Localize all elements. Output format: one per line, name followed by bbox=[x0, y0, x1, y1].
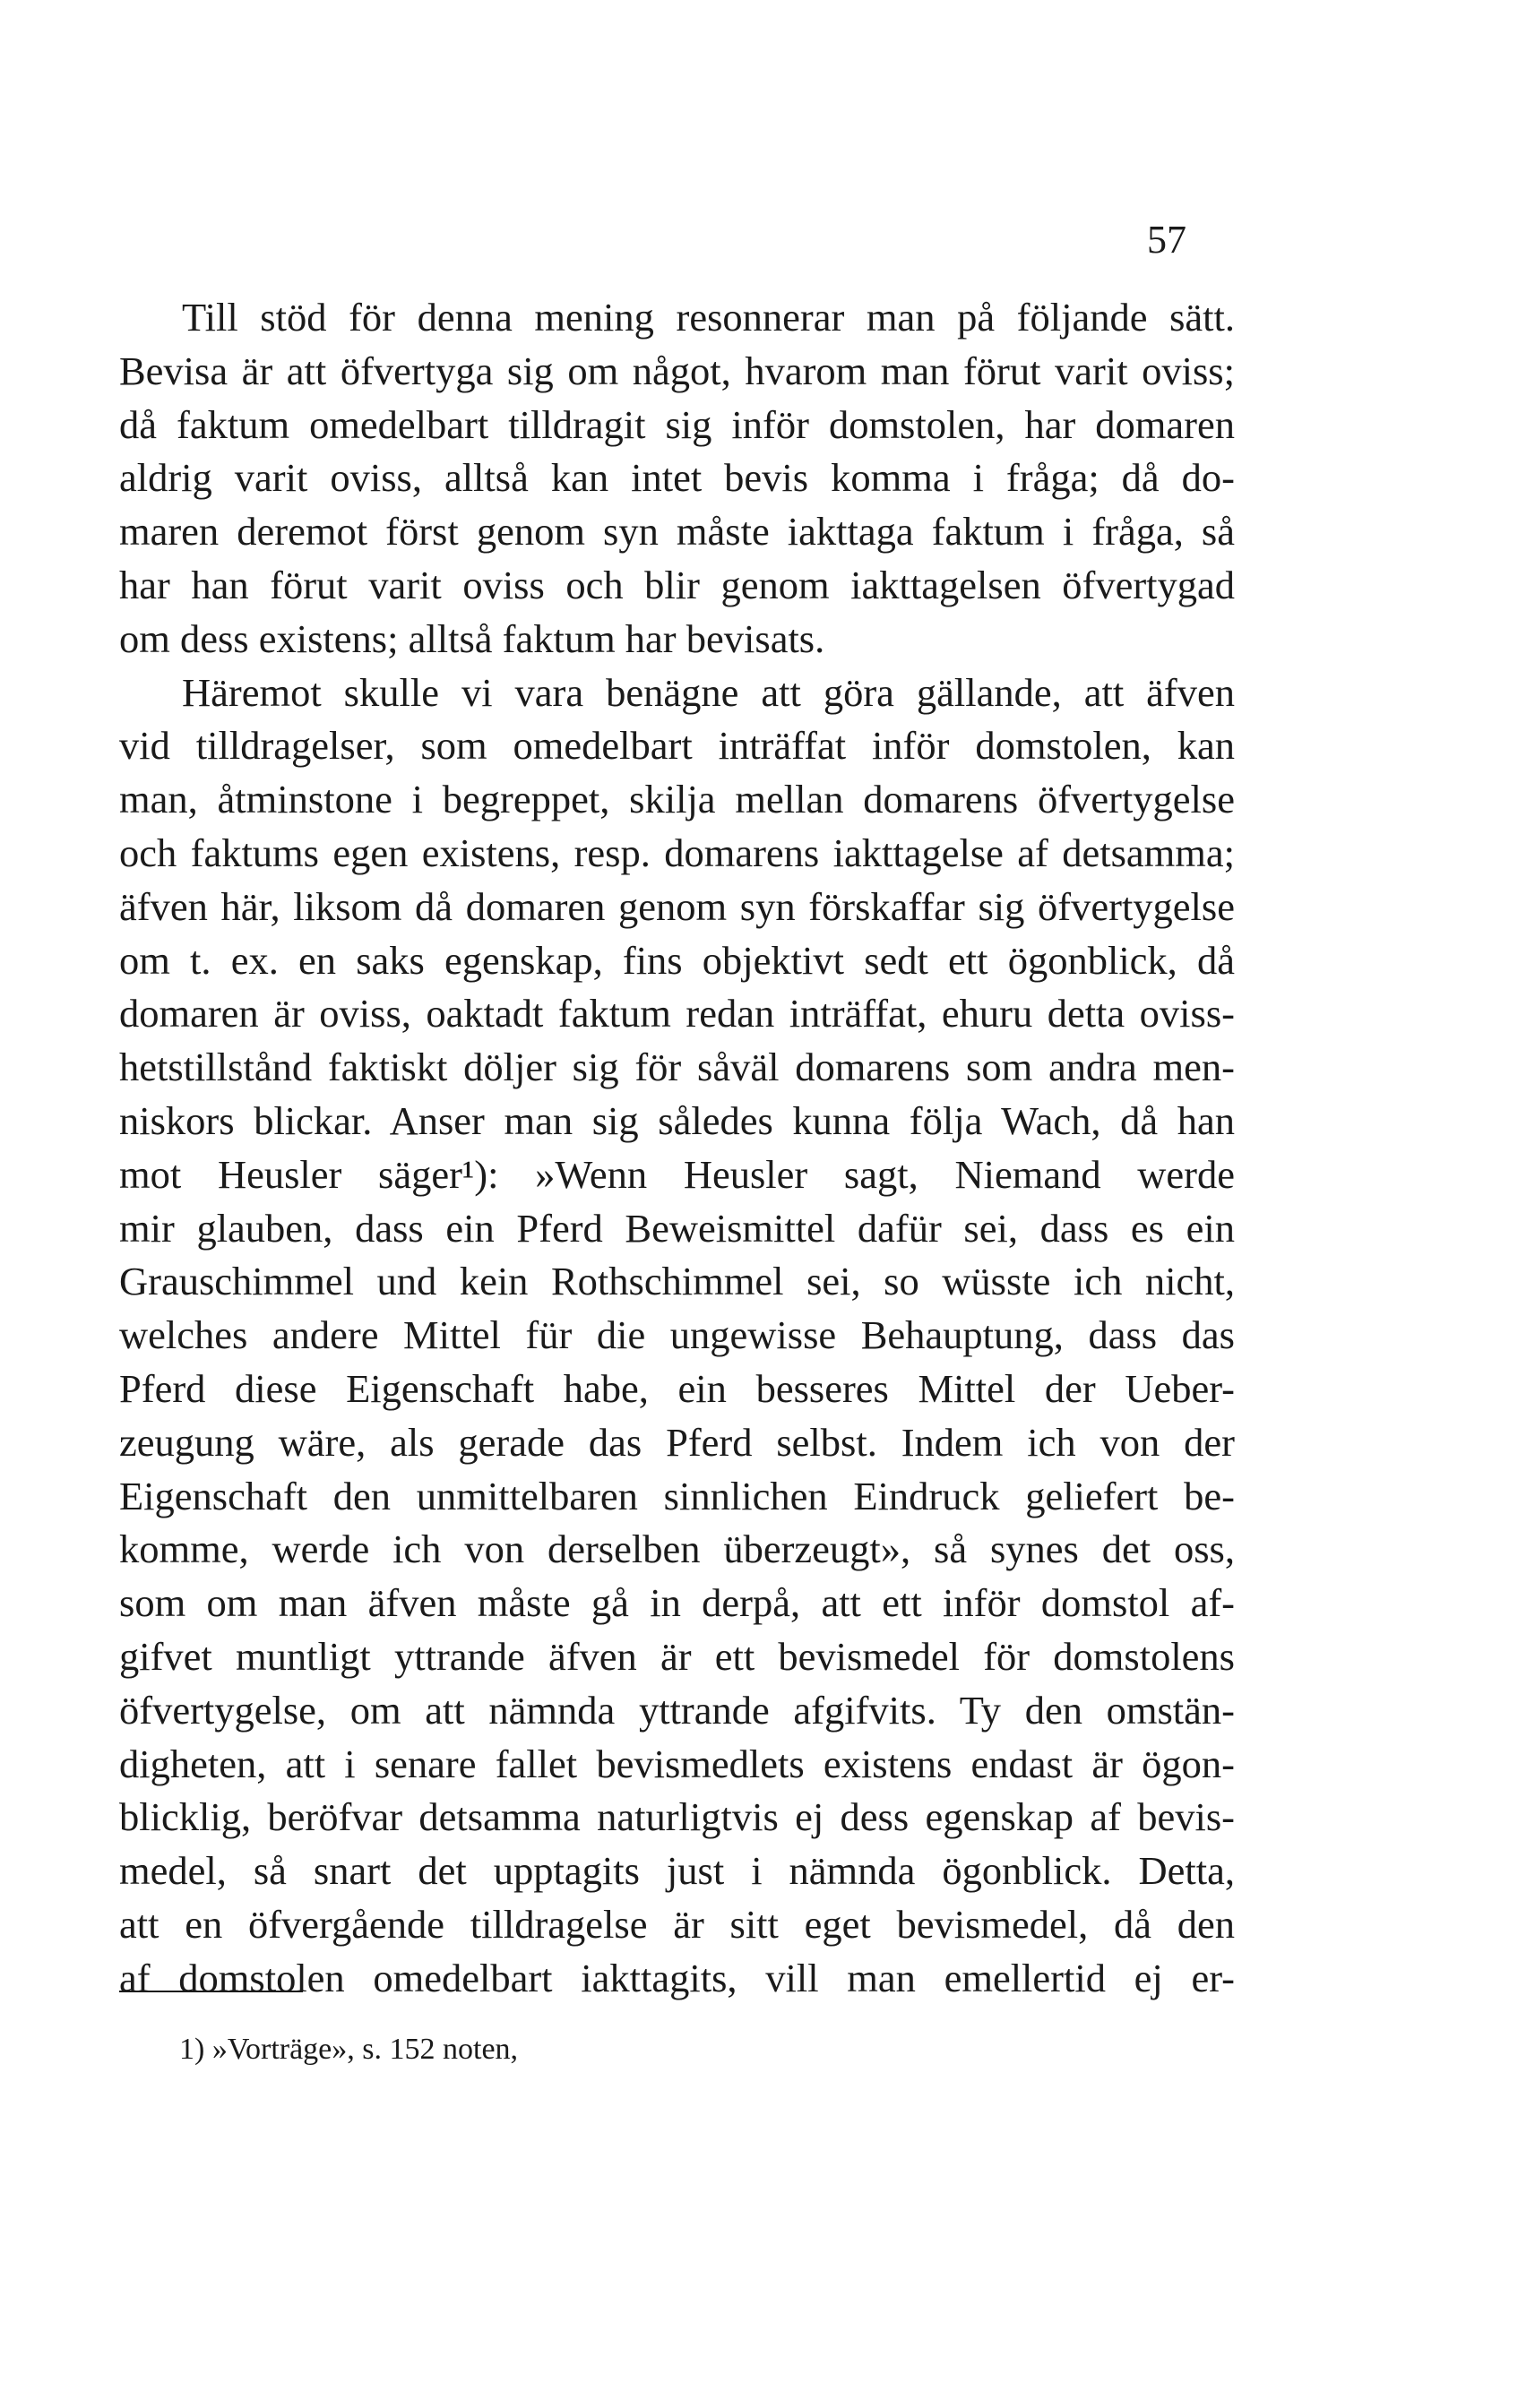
text-line: medel, så snart det upptagits just i nämnda ögonblick. Detta, bbox=[119, 1848, 1235, 1894]
text-line: niskors blickar. Anser man sig således kunna följa Wach, då han bbox=[119, 1097, 1235, 1143]
footnote-text: »Vorträge», s. 152 noten, bbox=[211, 2033, 519, 2066]
text-line: Bevisa är att öfvertyga sig om något, hvarom man förut varit oviss; bbox=[119, 348, 1235, 393]
body-text bbox=[119, 291, 1235, 2006]
footnote-marker: 1) bbox=[179, 2033, 205, 2066]
page-number: 57 bbox=[1147, 218, 1186, 262]
footnote-divider bbox=[119, 1991, 303, 1992]
paragraph-2 bbox=[119, 666, 1235, 2006]
text-line: och faktums egen existens, resp. domarens iakttagelse af detsamma; bbox=[119, 830, 1235, 875]
text-line: blicklig, beröfvar detsamma naturligtvis ej dess egenskap af bevis- bbox=[119, 1794, 1235, 1840]
paragraph-1 bbox=[119, 291, 1235, 666]
text-line: aldrig varit oviss, alltså kan intet bevis komma i fråga; då do- bbox=[119, 455, 1235, 501]
text-line: har han förut varit oviss och blir genom iakttagelsen öfvertygad bbox=[119, 562, 1235, 607]
text-line: mir glauben, dass ein Pferd Beweismittel dafür sei, dass es ein bbox=[119, 1205, 1235, 1251]
text-line: äfven här, liksom då domaren genom syn förskaffar sig öfvertygelse bbox=[119, 883, 1235, 929]
text-line: domaren är oviss, oaktadt faktum redan inträffat, ehuru detta oviss- bbox=[119, 991, 1235, 1036]
text-line: om dess existens; alltså faktum har bevisats. bbox=[119, 615, 825, 661]
text-line: vid tilldragelser, som omedelbart inträffat inför domstolen, kan bbox=[119, 723, 1235, 769]
text-line: om t. ex. en saks egenskap, fins objektivt sedt ett ögonblick, då bbox=[119, 937, 1235, 983]
text-line: man, åtminstone i begreppet, skilja mellan domarens öfvertygelse bbox=[119, 777, 1235, 822]
text-line: Grauschimmel und kein Rothschimmel sei, so wüsste ich nicht, bbox=[119, 1259, 1235, 1304]
text-line: digheten, att i senare fallet bevismedlets existens endast är ögon- bbox=[119, 1741, 1235, 1786]
text-line: då faktum omedelbart tilldragit sig inför domstolen, har domaren bbox=[119, 401, 1235, 447]
text-line: att en öfvergående tilldragelse är sitt eget bevismedel, då den bbox=[119, 1901, 1235, 1947]
text-line: hetstillstånd faktiskt döljer sig för såväl domarens som andra men- bbox=[119, 1045, 1235, 1090]
text-line: Eigenschaft den unmittelbaren sinnlichen Eindruck geliefert be- bbox=[119, 1473, 1235, 1518]
text-line: komme, werde ich von derselben überzeugt», så synes det oss, bbox=[119, 1526, 1235, 1572]
text-line: Häremot skulle vi vara benägne att göra gällande, att äfven bbox=[182, 669, 1235, 715]
text-line: som om man äfven måste gå in derpå, att ett inför domstol af- bbox=[119, 1580, 1235, 1626]
text-line: zeugung wäre, als gerade das Pferd selbst. Indem ich von der bbox=[119, 1419, 1235, 1465]
text-line: öfvertygelse, om att nämnda yttrande afgifvits. Ty den omstän- bbox=[119, 1687, 1235, 1733]
text-line: mot Heusler säger¹): »Wenn Heusler sagt, Niemand werde bbox=[119, 1151, 1235, 1197]
text-line: maren deremot först genom syn måste iakttaga faktum i fråga, så bbox=[119, 509, 1235, 555]
footnote bbox=[179, 2032, 518, 2068]
text-line: Till stöd för denna mening resonnerar man på följande sätt. bbox=[182, 295, 1235, 340]
text-line: af domstolen omedelbart iakttagits, vill man emellertid ej er- bbox=[119, 1955, 1235, 2000]
text-line: Pferd diese Eigenschaft habe, ein besseres Mittel der Ueber- bbox=[119, 1365, 1235, 1411]
text-line: gifvet muntligt yttrande äfven är ett bevismedel för domstolens bbox=[119, 1633, 1235, 1679]
text-line: welches andere Mittel für die ungewisse Behauptung, dass das bbox=[119, 1312, 1235, 1358]
